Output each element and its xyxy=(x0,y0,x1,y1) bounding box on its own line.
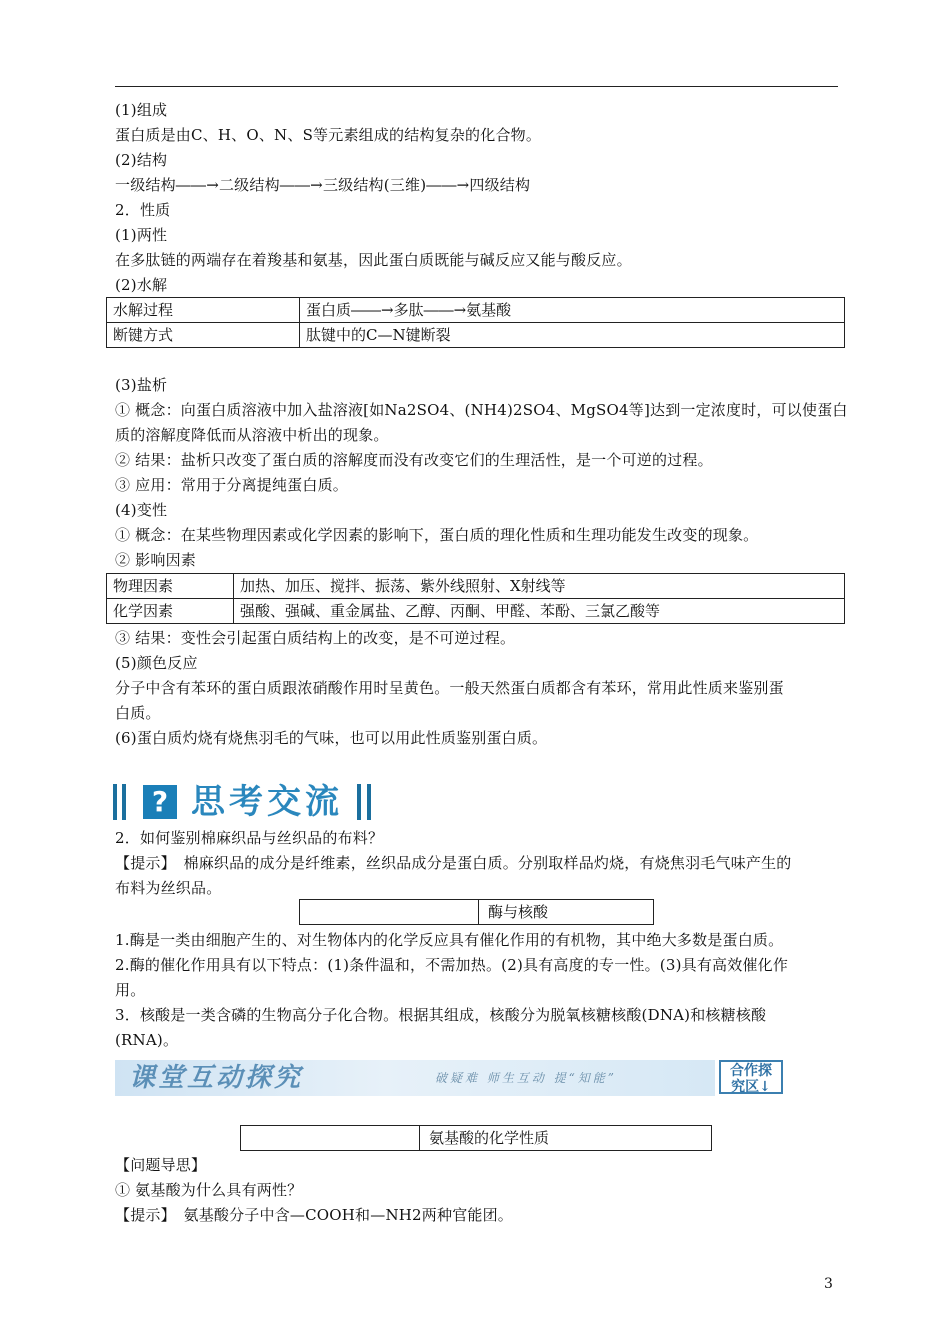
section-title: 酶与核酸 xyxy=(488,903,549,921)
think-exchange-banner xyxy=(113,782,383,824)
page-number: 3 xyxy=(824,1276,833,1292)
heading-color-reaction: (5)颜色反应 xyxy=(115,654,198,672)
banner-bar xyxy=(122,784,126,820)
text-line: 1.酶是一类由细胞产生的、对生物体内的化学反应具有催化作用的有机物，其中绝大多数是蛋白质。 xyxy=(115,931,784,949)
text-line: 3．核酸是一类含磷的生物高分子化合物。根据其组成，核酸分为脱氧核糖核酸(DNA)和核糖核酸 xyxy=(115,1006,767,1024)
hint-line: 【提示】 棉麻织品的成分是纤维素，丝织品成分是蛋白质。分别取样品灼烧，有烧焦羽毛气味产生的 xyxy=(115,854,792,872)
hint-line: 【提示】 氨基酸分子中含—COOH和—NH2两种官能团。 xyxy=(115,1206,514,1224)
text-line: 一级结构――→二级结构――→三级结构(三维)――→四级结构 xyxy=(115,176,531,194)
text-line: 白质。 xyxy=(115,704,161,722)
table-cell: 蛋白质――→多肽――→氨基酸 xyxy=(300,298,845,323)
text-line: ③ 应用：常用于分离提纯蛋白质。 xyxy=(115,476,348,494)
amino-title-box xyxy=(240,1125,712,1151)
table-cell: 加热、加压、搅拌、振荡、紫外线照射、X射线等 xyxy=(234,574,845,599)
cooperation-badge xyxy=(719,1060,783,1094)
title-box-left xyxy=(300,900,479,924)
table-cell: 水解过程 xyxy=(107,298,300,323)
table-cell: 物理因素 xyxy=(107,574,234,599)
table-row xyxy=(107,599,845,624)
banner-title: 思考交流 xyxy=(191,782,343,822)
factor-table xyxy=(106,573,845,624)
table-cell: 肽键中的C—N键断裂 xyxy=(300,323,845,348)
badge-line: 合作探 xyxy=(730,1063,772,1079)
text-line: 在多肽链的两端存在着羧基和氨基，因此蛋白质既能与碱反应又能与酸反应。 xyxy=(115,251,632,269)
question-mark-icon: ? xyxy=(143,785,177,819)
text-line: ③ 结果：变性会引起蛋白质结构上的改变，是不可逆过程。 xyxy=(115,629,516,647)
text-line: 布料为丝织品。 xyxy=(115,879,222,897)
text-line: ② 结果：盐析只改变了蛋白质的溶解度而没有改变它们的生理活性，是一个可逆的过程。 xyxy=(115,451,713,469)
title-box-left xyxy=(241,1126,420,1150)
text-line: 分子中含有苯环的蛋白质跟浓硝酸作用时呈黄色。一般天然蛋白质都含有苯环，常用此性质来鉴别蛋 xyxy=(115,679,784,697)
table-cell: 化学因素 xyxy=(107,599,234,624)
heading-denaturation: (4)变性 xyxy=(115,501,168,519)
question-line: 2．如何鉴别棉麻织品与丝织品的布料？ xyxy=(115,829,384,847)
section-title: 氨基酸的化学性质 xyxy=(429,1129,550,1147)
banner-title: 课堂互动探究 xyxy=(129,1063,304,1093)
table-row xyxy=(107,323,845,348)
text-line: 2.酶的催化作用具有以下特点：(1)条件温和，不需加热。(2)具有高度的专一性。(3)具有高效催化作 xyxy=(115,956,789,974)
enzyme-title-box xyxy=(299,899,654,925)
heading-structure: (2)结构 xyxy=(115,151,168,169)
text-line: ① 概念：向蛋白质溶液中加入盐溶液[如Na2SO4、(NH4)2SO4、MgSO4等]达到一定浓度时，可以使蛋白 xyxy=(115,401,848,419)
heading-properties: 2．性质 xyxy=(115,201,171,219)
heading-hydrolysis: (2)水解 xyxy=(115,276,168,294)
heading-salting-out: (3)盐析 xyxy=(115,376,168,394)
text-line: ① 概念：在某些物理因素或化学因素的影响下，蛋白质的理化性质和生理功能发生改变的现象。 xyxy=(115,526,759,544)
banner-bar xyxy=(367,784,371,820)
text-line: 蛋白质是由C、H、O、N、S等元素组成的结构复杂的化合物。 xyxy=(115,126,542,144)
text-line: 用。 xyxy=(115,981,146,999)
heading-amphoteric: (1)两性 xyxy=(115,226,168,244)
banner-slogan: 破疑难 师生互动 提“知能” xyxy=(435,1071,617,1085)
heading-composition: (1)组成 xyxy=(115,101,168,119)
question-line: ① 氨基酸为什么具有两性？ xyxy=(115,1181,303,1199)
header-rule xyxy=(115,86,838,87)
class-interaction-banner xyxy=(115,1060,785,1096)
table-row xyxy=(107,574,845,599)
text-line: (6)蛋白质灼烧有烧焦羽毛的气味，也可以用此性质鉴别蛋白质。 xyxy=(115,729,548,747)
table-cell: 强酸、强碱、重金属盐、乙醇、丙酮、甲醛、苯酚、三氯乙酸等 xyxy=(234,599,845,624)
table-cell: 断键方式 xyxy=(107,323,300,348)
text-line: ② 影响因素 xyxy=(115,551,196,569)
text-line: 质的溶解度降低而从溶液中析出的现象。 xyxy=(115,426,389,444)
guide-heading: 【问题导思】 xyxy=(115,1156,207,1174)
badge-line: 究区↓ xyxy=(731,1079,771,1095)
text-line: (RNA)。 xyxy=(115,1031,179,1049)
hydrolysis-table xyxy=(106,297,845,348)
banner-bar xyxy=(113,784,117,820)
banner-bar xyxy=(357,784,361,820)
table-row xyxy=(107,298,845,323)
